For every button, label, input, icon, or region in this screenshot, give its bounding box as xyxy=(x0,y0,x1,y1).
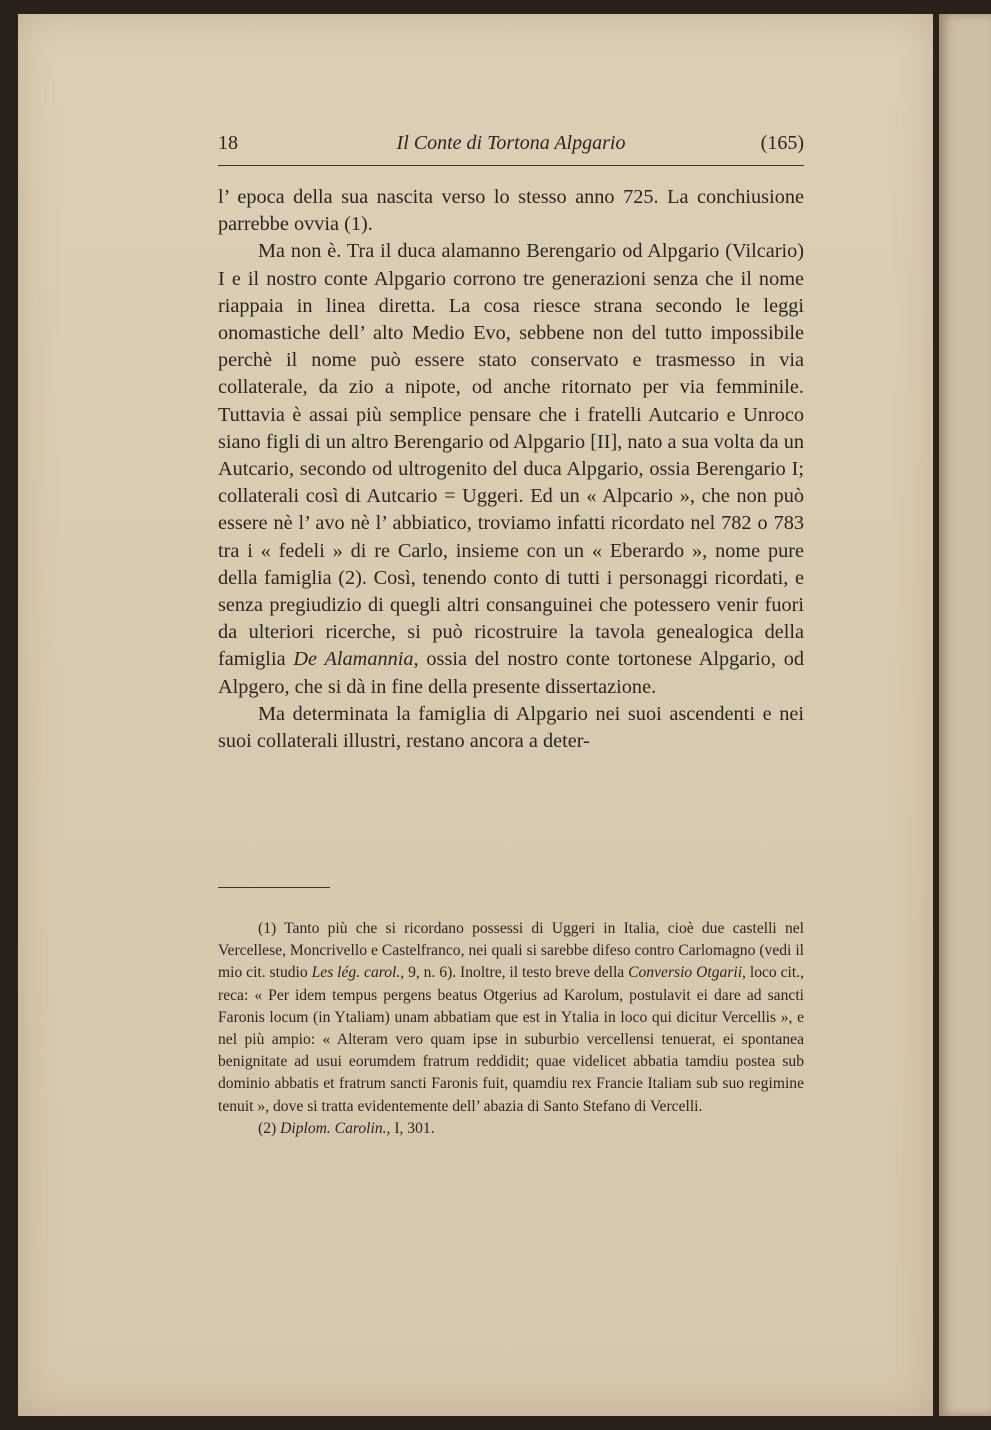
footnote-1 xyxy=(218,918,804,1118)
footnote-1-italic-1: Les lég. carol., xyxy=(311,964,405,982)
paragraph-1: l’ epoca della sua nascita verso lo stesso anno 725. La conchiusione parrebbe ovvia (1). xyxy=(218,186,804,236)
footnote-2 xyxy=(218,1118,804,1140)
footnote-2-rest: I, 301. xyxy=(390,1119,435,1137)
original-page-number: (165) xyxy=(760,132,804,154)
footnotes xyxy=(218,918,804,1140)
paragraph-3: Ma determinata la famiglia di Alpgario nei suoi ascendenti e nei suoi collaterali illustri, restano ancora a deter- xyxy=(218,702,804,753)
page-number: 18 xyxy=(218,132,238,154)
footnote-1-italic-2: Conversio Otgarii, xyxy=(628,964,746,982)
facing-page-edge xyxy=(939,14,991,1416)
footnote-1-part3: loco cit., reca: « Per idem tempus pergens beatus Otgerius ad Karolum, postulavit ei dare ad sancti Faronis locum (in Ytaliam) unam abbatiam que est in Ytalia in loco qui dicitur Vercellis », e nel più ampio: « Alteram vero quam ipse in suburbio vercellensi tenuerat, ei spontanea benignitate ad usui eorumdem fratrum reddidit; quae videlicet abbatia tamdiu postea sub dominio abbatis et fratrum sancti Faronis fuit, quamdiu rex Francie Italiam sub suo regimine tenuit », dove si tratta evidentemente dell’ abazia di Santo Stefano di Vercelli. xyxy=(218,964,804,1115)
running-head xyxy=(218,132,804,164)
footnote-1-part2: 9, n. 6). Inoltre, il testo breve della xyxy=(404,964,629,982)
footnote-1-part1: (1) Tanto più che si ricordano possessi di Uggeri in Italia, cioè due castelli nel Vercellese, Moncrivello e Castelfranco, nei quali si sarebbe difeso contro Carlomagno (vedi il mio cit. studio xyxy=(218,920,804,982)
paragraph-2-end: ossia del nostro conte tortonese Alpgario, od Alpgero, che si dà in fine della presente dissertazione. xyxy=(218,648,804,698)
paragraph-2 xyxy=(218,238,804,700)
italic-family-name: De Alamannia, xyxy=(293,648,419,671)
header-rule xyxy=(218,165,804,166)
running-title: Il Conte di Tortona Alpgario xyxy=(396,132,626,154)
footnote-2-number: (2) xyxy=(258,1119,277,1137)
footnote-rule xyxy=(218,887,330,888)
paragraph-2-text: Ma non è. Tra il duca alamanno Berengario od Alpgario (Vilcario) I e il nostro conte Alpgario corrono tre generazioni senza che il nome riappaia in linea diretta. La cosa riesce strana secondo le leggi onomastiche dell’ alto Medio Evo, sebbene non del tutto impossibile perchè il nome può essere stato conservato e trasmesso in via collaterale, da zio a nipote, od anche ritornato per via femminile. Tuttavia è assai più semplice pensare che i fratelli Autcario e Unroco siano figli di un altro Berengario od Alpgario [II], nato a sua volta da un Autcario, secondo od ultrogenito del duca Alpgario, ossia Berengario I; collaterali così di Autcario = Uggeri. Ed un « Alpcario », che non può essere nè l’ avo nè l’ abbiatico, troviamo infatti ricordato nel 782 o 783 tra i « fedeli » di re Carlo, insieme con un « Eberardo », nome pure della famiglia (2). Così, tenendo conto di tutti i personaggi ricordati, e senza pregiudizio di quegli altri consanguinei che potessero venir fuori da ulteriori ricerche, si può ricostruire la tavola genealogica della famiglia xyxy=(218,240,804,671)
footnote-2-italic: Diplom. Carolin., xyxy=(280,1119,391,1137)
body-text xyxy=(218,184,804,755)
